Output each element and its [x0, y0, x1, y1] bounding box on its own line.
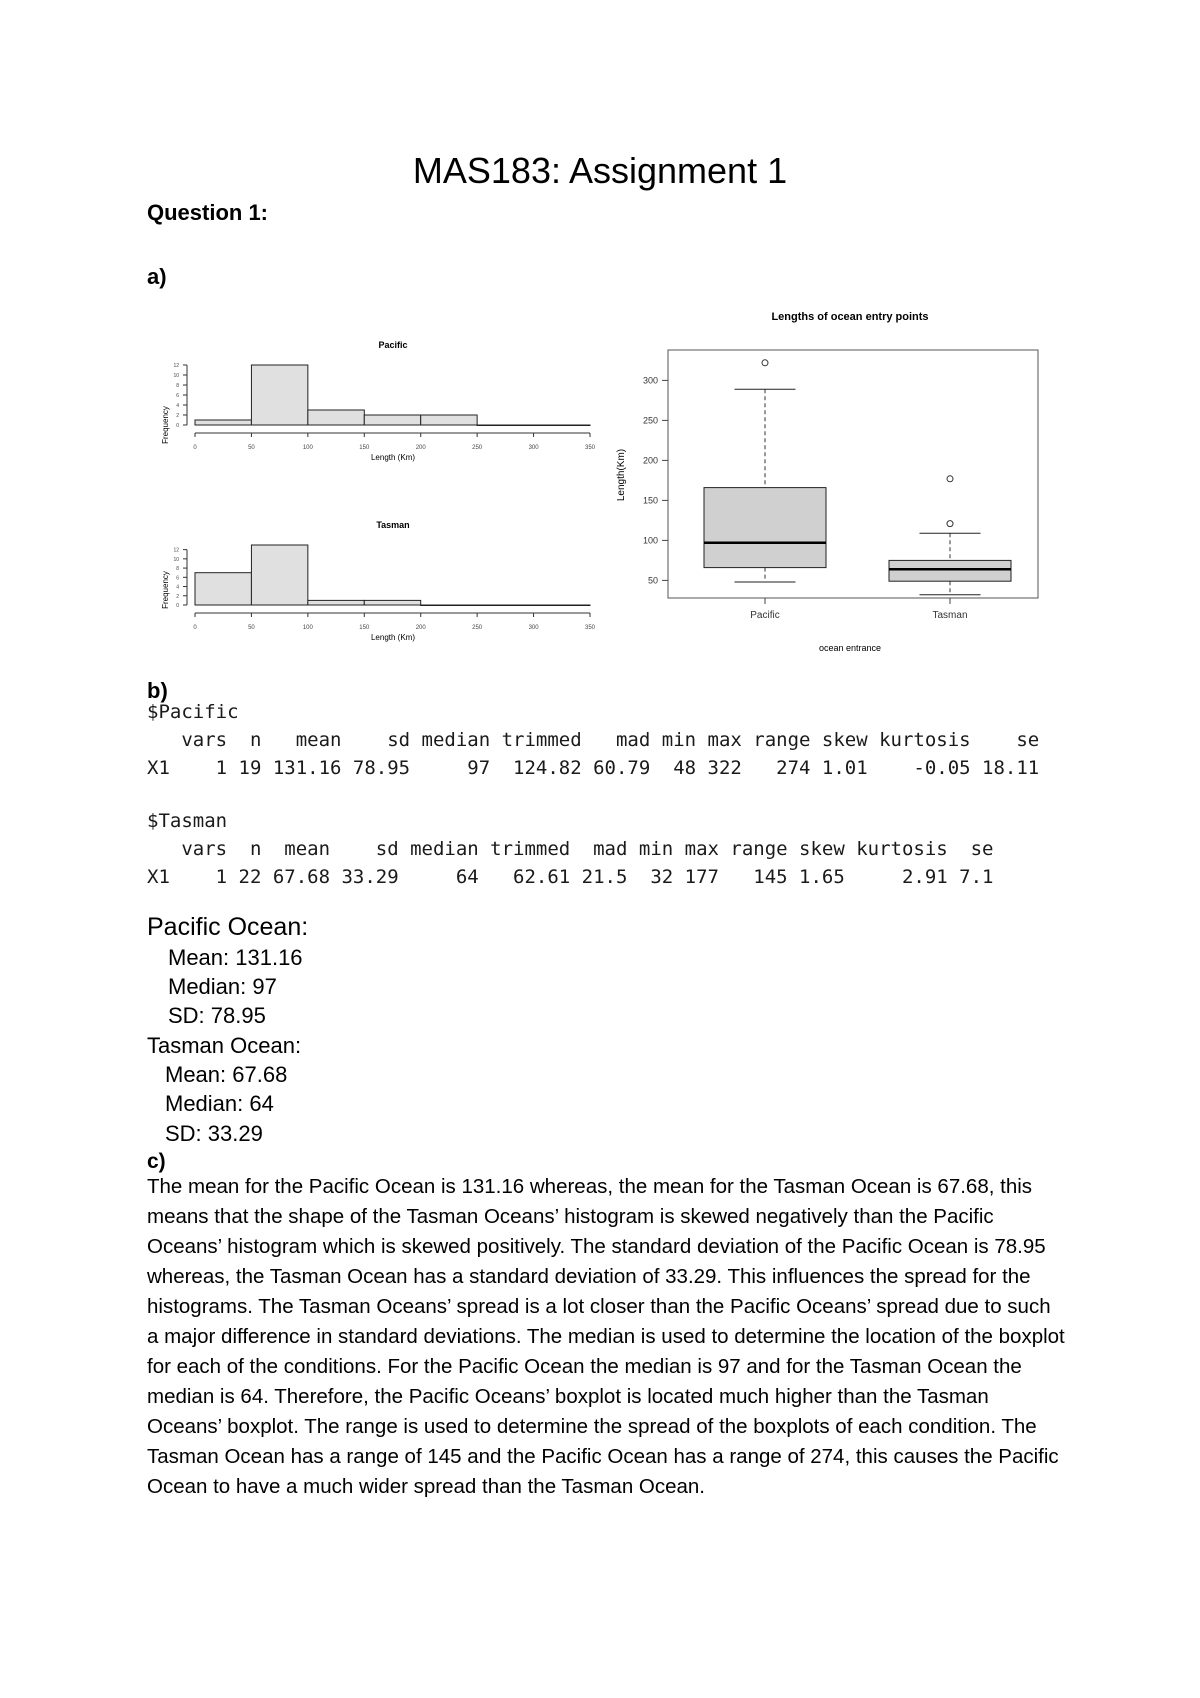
y-tick-label: 4	[176, 584, 179, 591]
x-tick-label: 200	[415, 445, 426, 451]
r-pacific-header: vars n mean sd median trimmed mad min max range skew kurtosis se	[147, 729, 1040, 751]
boxplot-title: Lengths of ocean entry points	[771, 311, 929, 323]
pacific-mean: Mean: 131.16	[168, 945, 303, 970]
discussion-paragraph: The mean for the Pacific Ocean is 131.16 whereas, the mean for the Tasman Ocean is 67.68, this means that the shape of the Tasman Oceans’ histogram is skewed negatively than the Pacific Oceans’ histogram which is skewed positively. The standard deviation of the Pacific Ocean is 78.95 whereas, the Tasman Ocean has a standard deviation of 33.29. This influences the spread for the histograms. The Tasman Oceans’ spread is a lot closer than the Pacific Oceans’ spread due to such a major difference in standard deviations. The median is used to determine the location of the boxplot for each of the conditions. For the Pacific Ocean the median is 97 and for the Tasman Ocean the median is 64. Therefore, the Pacific Oceans’ boxplot is located much higher than the Tasman Oceans’ boxplot. The range is used to determine the spread of the boxplots of each condition. The Tasman Ocean has a range of 145 and the Pacific Ocean has a range of 274, this causes the Pacific Ocean to have a much wider spread than the Tasman Ocean.	[147, 1175, 1065, 1498]
hist-xlabel: Length (Km)	[370, 633, 416, 642]
pacific-sd: SD: 78.95	[168, 1003, 266, 1028]
boxplot-ylabel: Length(Km)	[616, 448, 627, 502]
x-tick-label: 150	[359, 445, 370, 451]
box	[889, 560, 1011, 581]
r-pacific-label: $Pacific	[147, 701, 239, 723]
pacific-histogram	[150, 330, 610, 470]
y-tick-label: 10	[173, 373, 179, 379]
y-tick-label: 250	[642, 415, 658, 426]
tasman-heading: Tasman Ocean:	[147, 1033, 302, 1058]
part-b-label: b)	[147, 678, 168, 703]
pacific-heading: Pacific Ocean:	[147, 913, 309, 941]
document-title: MAS183: Assignment 1	[412, 150, 788, 191]
boxplot-xlabel: ocean entrance	[818, 643, 882, 653]
tasman-median: Median: 64	[165, 1091, 274, 1116]
category-label: Tasman	[932, 610, 968, 621]
hist-bar	[195, 420, 251, 425]
y-tick-label: 12	[173, 547, 179, 554]
y-tick-label: 2	[176, 413, 179, 419]
x-tick-label: 0	[193, 625, 197, 631]
hist-bar	[421, 415, 477, 425]
hist-title: Pacific	[378, 340, 408, 350]
tasman-sd: SD: 33.29	[165, 1121, 263, 1146]
part-c-label: c)	[147, 1150, 166, 1173]
hist-bar	[251, 545, 307, 605]
tasman-histogram	[150, 510, 610, 650]
hist-bar	[477, 605, 533, 606]
x-tick-label: 150	[359, 625, 370, 631]
y-tick-label: 0	[176, 603, 179, 609]
y-tick-label: 50	[647, 575, 658, 586]
hist-bar	[308, 600, 364, 605]
hist-bar	[421, 605, 477, 606]
x-tick-label: 300	[528, 445, 539, 451]
hist-title: Tasman	[376, 520, 410, 530]
outlier-point	[947, 476, 953, 482]
hist-bar	[477, 425, 533, 426]
hist-ylabel: Frequency	[161, 571, 170, 609]
hist-bar	[534, 605, 590, 606]
x-tick-label: 250	[472, 445, 483, 451]
box	[704, 488, 826, 568]
y-tick-label: 10	[173, 556, 179, 563]
x-tick-label: 100	[302, 625, 313, 631]
x-tick-label: 50	[248, 445, 255, 451]
y-tick-label: 6	[176, 575, 179, 582]
r-tasman-header: vars n mean sd median trimmed mad min max range skew kurtosis se	[147, 838, 994, 860]
hist-bar	[364, 415, 420, 425]
x-tick-label: 350	[584, 625, 596, 631]
hist-bar	[251, 365, 307, 425]
r-tasman-label: $Tasman	[147, 810, 228, 832]
y-tick-label: 6	[176, 393, 179, 399]
part-a-label: a)	[147, 264, 167, 289]
y-tick-label: 150	[642, 495, 658, 506]
r-tasman-row: X1 1 22 67.68 33.29 64 62.61 21.5 32 177 145 1.65 2.91 7.1	[147, 866, 994, 888]
outlier-point	[762, 360, 768, 366]
r-pacific-row: X1 1 19 131.16 78.95 97 124.82 60.79 48 322 274 1.01 -0.05 18.11	[147, 757, 1040, 779]
hist-bar	[195, 573, 251, 605]
ocean-entry-boxplot	[610, 305, 1050, 660]
hist-xlabel: Length (Km)	[370, 453, 416, 462]
x-tick-label: 0	[193, 445, 197, 451]
y-tick-label: 200	[642, 455, 658, 466]
tasman-mean: Mean: 67.68	[165, 1062, 288, 1087]
y-tick-label: 8	[176, 566, 179, 573]
y-tick-label: 300	[642, 375, 658, 386]
y-tick-label: 4	[176, 403, 179, 409]
y-tick-label: 2	[176, 593, 179, 600]
hist-ylabel: Frequency	[161, 406, 170, 444]
x-tick-label: 200	[415, 625, 426, 631]
pacific-median: Median: 97	[168, 974, 277, 999]
x-tick-label: 350	[584, 445, 596, 451]
y-tick-label: 12	[173, 363, 179, 369]
x-tick-label: 250	[472, 625, 483, 631]
x-tick-label: 50	[248, 625, 255, 631]
hist-bar	[364, 600, 420, 605]
x-tick-label: 300	[528, 625, 539, 631]
category-label: Pacific	[750, 610, 780, 621]
y-tick-label: 8	[176, 383, 179, 389]
outlier-point	[947, 521, 953, 527]
hist-bar	[534, 425, 590, 426]
y-tick-label: 100	[642, 535, 658, 546]
hist-bar	[308, 410, 364, 425]
question-heading: Question 1:	[147, 200, 269, 225]
x-tick-label: 100	[302, 445, 313, 451]
y-tick-label: 0	[176, 423, 179, 429]
